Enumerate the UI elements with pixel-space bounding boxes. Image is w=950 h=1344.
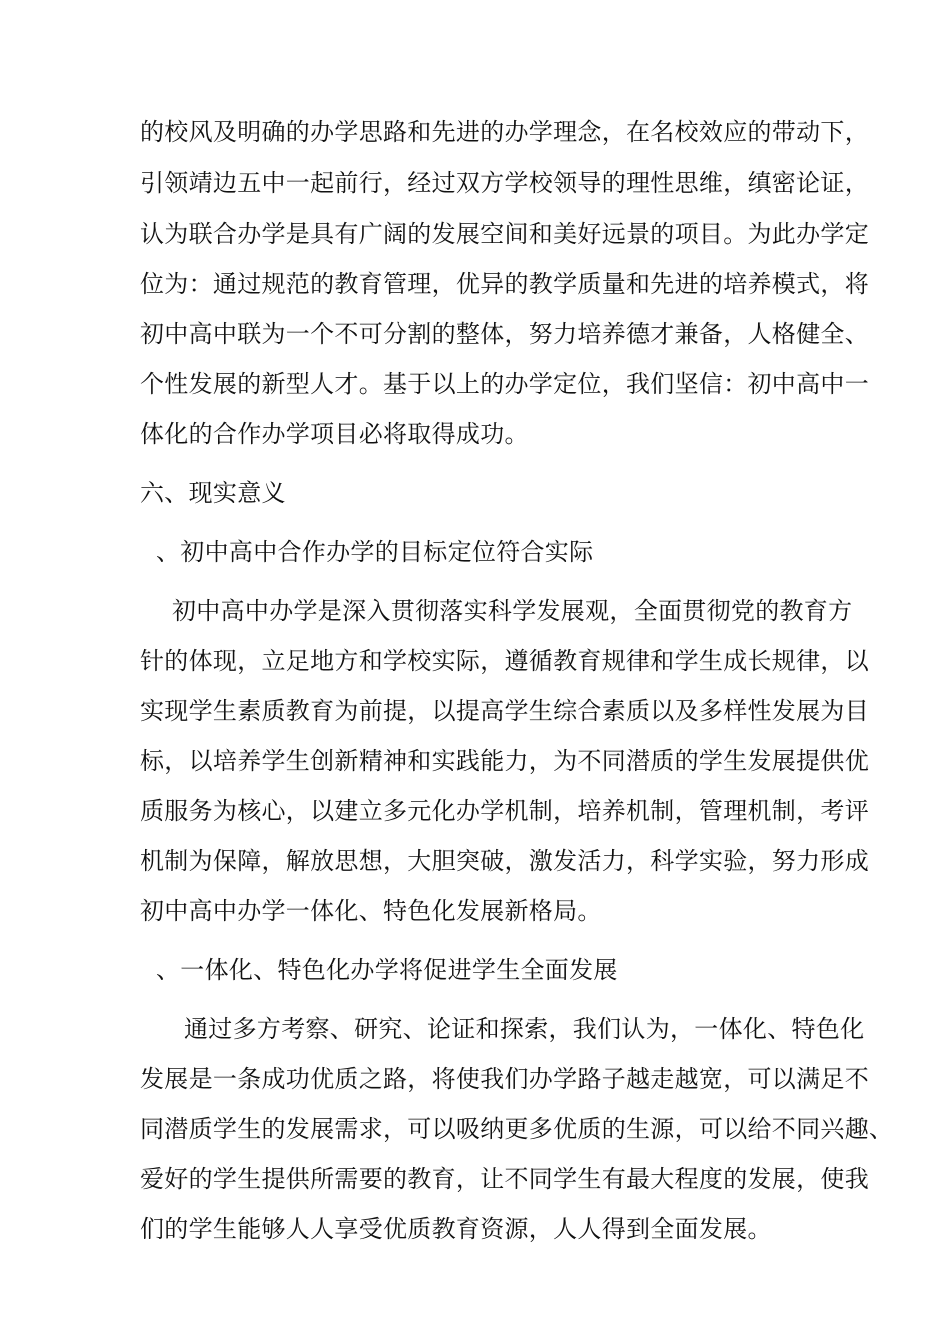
paragraph-1-line-3: 认为联合办学是具有广阔的发展空间和美好远景的项目。为此办学定 bbox=[140, 220, 869, 248]
subsection-2-heading: 、一体化、特色化办学将促进学生全面发展 bbox=[156, 956, 618, 984]
paragraph-1-line-7: 体化的合作办学项目必将取得成功。 bbox=[140, 420, 529, 448]
paragraph-1-line-4: 位为：通过规范的教育管理，优异的教学质量和先进的培养模式，将 bbox=[140, 270, 869, 298]
subsection-1-line-1: 初中高中办学是深入贯彻落实科学发展观，全面贯彻党的教育方 bbox=[172, 597, 853, 625]
subsection-1-line-3: 实现学生素质教育为前提，以提高学生综合素质以及多样性发展为目 bbox=[140, 697, 869, 725]
subsection-2-line-4: 爱好的学生提供所需要的教育，让不同学生有最大程度的发展，使我 bbox=[140, 1165, 869, 1193]
subsection-2-line-3: 同潜质学生的发展需求，可以吸纳更多优质的生源，可以给不同兴趣、 bbox=[140, 1115, 894, 1143]
subsection-2-line-2: 发展是一条成功优质之路，将使我们办学路子越走越宽，可以满足不 bbox=[140, 1065, 869, 1093]
subsection-2-line-5: 们的学生能够人人享受优质教育资源，人人得到全面发展。 bbox=[140, 1215, 772, 1243]
subsection-1-line-2: 针的体现，立足地方和学校实际，遵循教育规律和学生成长规律，以 bbox=[140, 647, 869, 675]
paragraph-1-line-6: 个性发展的新型人才。基于以上的办学定位，我们坚信：初中高中一 bbox=[140, 370, 869, 398]
subsection-1-line-7: 初中高中办学一体化、特色化发展新格局。 bbox=[140, 897, 602, 925]
subsection-1-line-4: 标，以培养学生创新精神和实践能力，为不同潜质的学生发展提供优 bbox=[140, 747, 869, 775]
paragraph-1-line-2: 引领靖边五中一起前行，经过双方学校领导的理性思维，缜密论证， bbox=[140, 169, 869, 197]
section-heading: 六、现实意义 bbox=[140, 479, 286, 507]
paragraph-1-line-1: 的校风及明确的办学思路和先进的办学理念，在名校效应的带动下， bbox=[140, 118, 869, 146]
subsection-1-line-5: 质服务为核心，以建立多元化办学机制，培养机制，管理机制，考评 bbox=[140, 797, 869, 825]
subsection-1-heading: 、初中高中合作办学的目标定位符合实际 bbox=[156, 538, 594, 566]
subsection-1-line-6: 机制为保障，解放思想，大胆突破，激发活力，科学实验，努力形成 bbox=[140, 847, 869, 875]
paragraph-1-line-5: 初中高中联为一个不可分割的整体，努力培养德才兼备，人格健全、 bbox=[140, 320, 869, 348]
subsection-2-line-1: 通过多方考察、研究、论证和探索，我们认为，一体化、特色化 bbox=[184, 1015, 865, 1043]
